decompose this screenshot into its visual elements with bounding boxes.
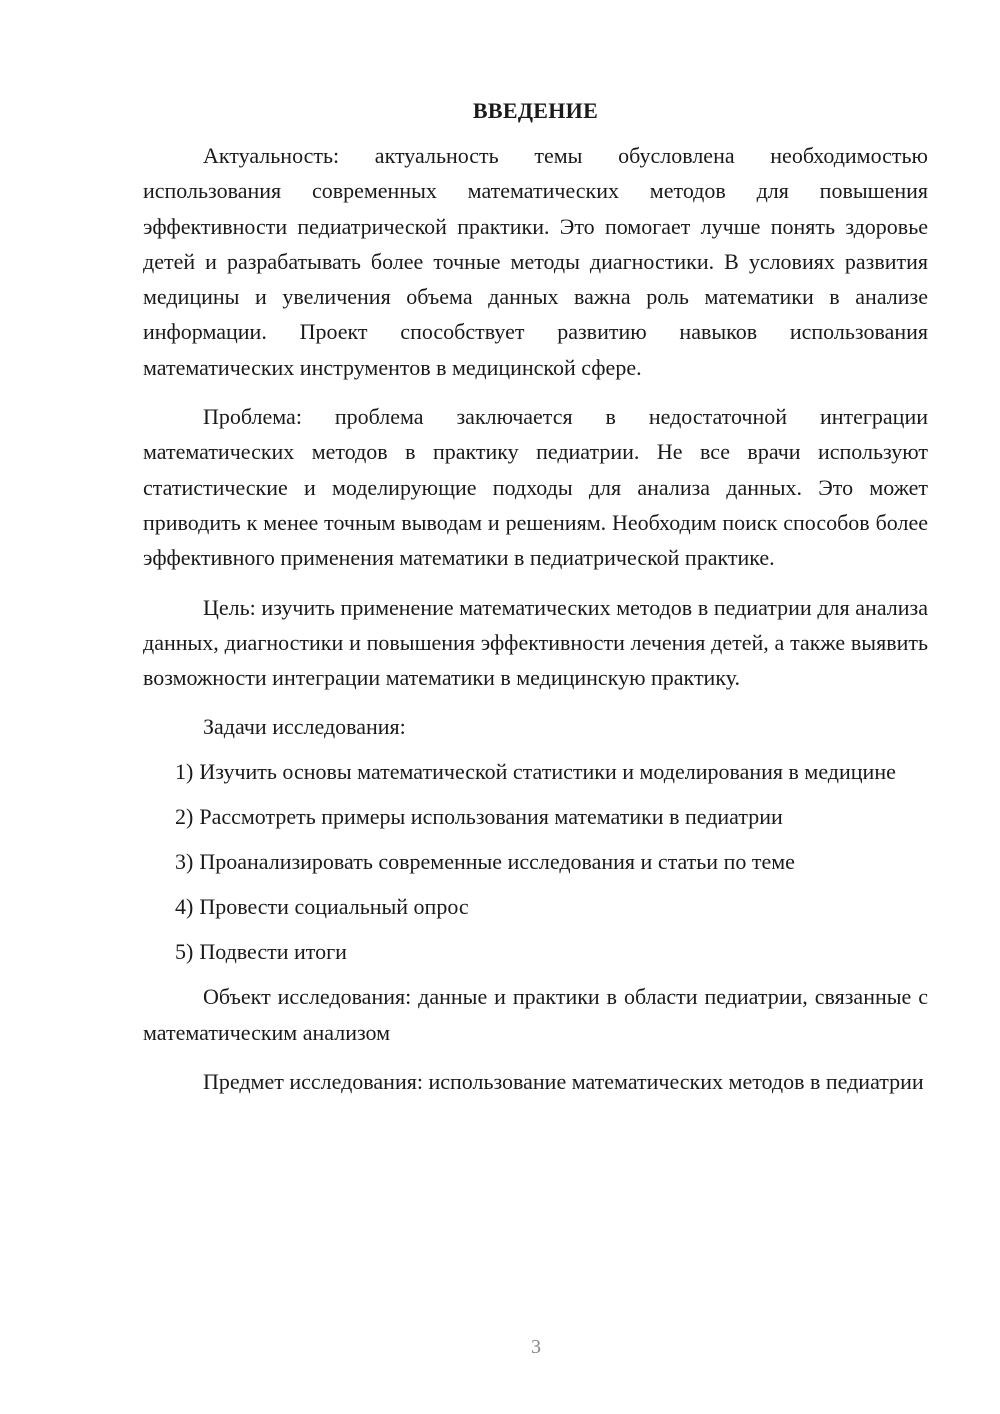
task-item	[143, 754, 928, 789]
paragraph-object: Объект исследования: данные и практики в области педиатрии, связанные с математическим анализом	[143, 984, 928, 1045]
task-item	[143, 889, 928, 924]
task-number: 2)	[175, 804, 194, 830]
task-text: Изучить основы математической статистики и моделирования в медицине	[199, 759, 896, 785]
task-number: 1)	[175, 759, 194, 785]
task-text: Проанализировать современные исследования и статьи по теме	[199, 849, 795, 875]
task-text: Подвести итоги	[199, 939, 347, 965]
section-title: ВВЕДЕНИЕ	[472, 98, 599, 123]
paragraph-problem: Проблема: проблема заключается в недостаточной интеграции математических методов в практику педиатрии. Не все врачи используют статистические и моделирующие подходы для анализа данных. Это может приводить к менее точным выводам и решениям. Необходим поиск способов более эффективного применения математики в педиатрической практике.	[143, 404, 928, 571]
paragraph-goal: Цель: изучить применение математических методов в педиатрии для анализа данных, диагностики и повышения эффективности лечения детей, а также выявить возможности интеграции математики в медицинскую практику.	[143, 594, 928, 691]
task-item	[143, 934, 928, 969]
task-text: Рассмотреть примеры использования математики в педиатрии	[199, 804, 783, 830]
task-text: Провести социальный опрос	[199, 894, 469, 920]
paragraph-relevance: Актуальность: актуальность темы обусловлена необходимостью использования современных математических методов для повышения эффективности педиатрической практики. Это помогает лучше понять здоровье детей и разрабатывать более точные методы диагностики. В условиях развития медицины и увеличения объема данных важна роль математики в анализе информации. Проект способствует развитию навыков использования математических инструментов в медицинской сфере.	[143, 143, 928, 380]
task-number: 5)	[175, 939, 194, 965]
page-number: 3	[531, 1336, 541, 1358]
tasks-heading: Задачи исследования:	[203, 714, 406, 740]
document-body	[143, 96, 928, 1113]
task-item	[143, 799, 928, 834]
task-item	[143, 844, 928, 879]
task-number: 4)	[175, 894, 194, 920]
task-number: 3)	[175, 849, 194, 875]
paragraph-subject: Предмет исследования: использование математических методов в педиатрии	[203, 1069, 924, 1095]
